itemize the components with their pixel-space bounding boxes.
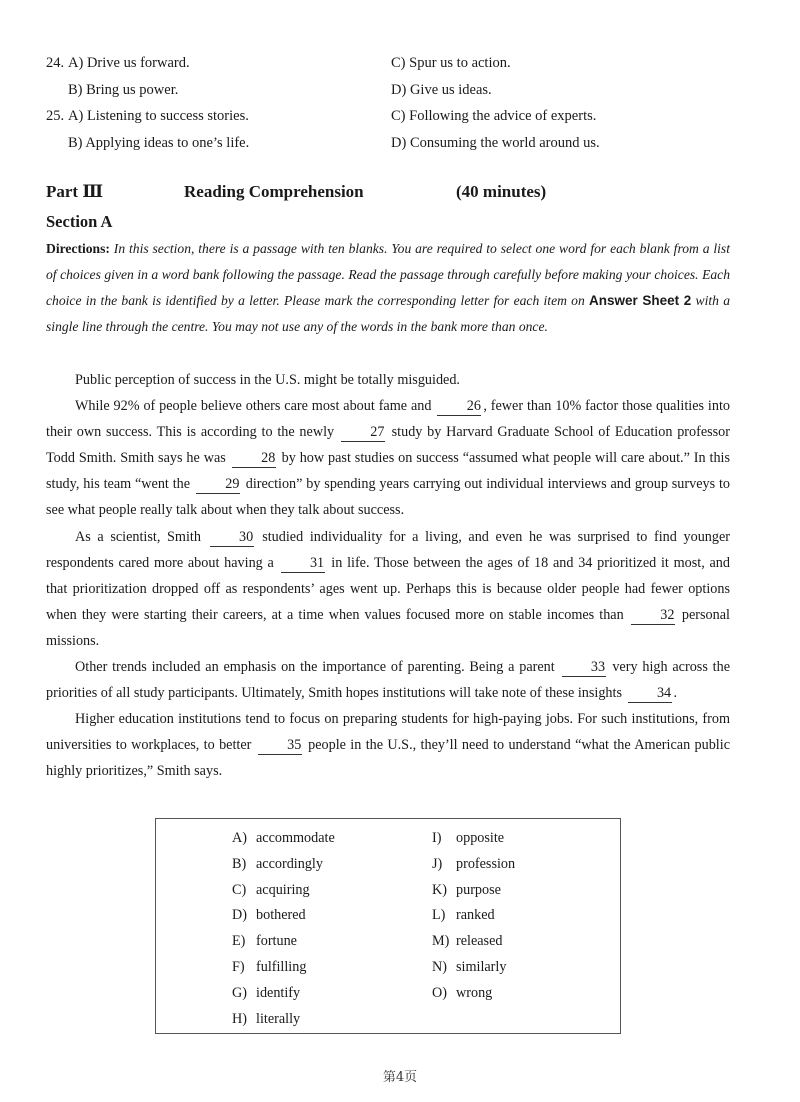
blank-28: 28	[232, 450, 276, 468]
word-bank-item: D) bothered	[232, 907, 306, 924]
word-bank-item: J) profession	[432, 855, 516, 872]
word-bank-item: O) wrong	[432, 984, 493, 1001]
passage-paragraph-5: Higher education institutions tend to focus on preparing students for high-paying jobs. For such institutions, from universities to workplaces, to better 35 people in the U.S., they’ll need to understand “what the American public highly prioritizes,” Smith says.	[46, 711, 730, 780]
word-bank-item: G) identify	[232, 984, 301, 1001]
word-bank-column-left	[232, 826, 335, 1032]
part-heading	[46, 179, 746, 205]
option-25-b: B) Applying ideas to one’s life.	[68, 134, 250, 151]
blank-27: 27	[341, 424, 385, 442]
question-25-row-2	[46, 130, 746, 157]
option-24-d: D) Give us ideas.	[391, 81, 492, 98]
word-bank-item: N) similarly	[432, 958, 507, 975]
question-24-row-2	[46, 77, 746, 104]
word-bank-item: C) acquiring	[232, 881, 310, 898]
page-number: 第4页	[382, 1070, 418, 1085]
answer-sheet-ref: Answer Sheet 2	[589, 293, 692, 308]
word-bank-item: H) literally	[232, 1010, 301, 1027]
option-24-b: B) Bring us power.	[68, 81, 179, 98]
directions-text-2: with a single line through the centre. You may not use any of the words in the bank more than once.	[46, 293, 731, 334]
passage-paragraph-2: While 92% of people believe others care most about fame and 26 , fewer than 10% factor those qualities into their own success. This is according to the newly 27 study by Harvard Graduate School of Education professor Todd Smith. Smith says he was 28 by how past studies on success “assumed what people will care about.” In this study, his team “went the 29 direction” by spending years carrying out individual interviews and group surveys to see what people really talk about when they talk about success.	[46, 398, 731, 519]
directions	[46, 236, 730, 340]
word-bank-item: L) ranked	[432, 907, 495, 924]
question-number: 24.	[46, 55, 65, 71]
option-25-c: C) Following the advice of experts.	[391, 108, 597, 124]
word-bank-item: B) accordingly	[232, 855, 323, 872]
word-bank	[155, 818, 621, 1034]
passage-paragraph-4: Other trends included an emphasis on the importance of parenting. Being a parent 33 very high across the priorities of all study participants. Ultimately, Smith hopes institutions will take note of these insights 34 .	[46, 659, 730, 702]
part-title: Reading Comprehension	[184, 182, 364, 201]
question-number: 25.	[46, 108, 65, 124]
option-25-a: A) Listening to success stories.	[68, 108, 249, 124]
blank-29: 29	[196, 476, 240, 494]
directions-text-1: In this section, there is a passage with ten blanks. You are required to select one word for each blank from a list of choices given in a word bank following the passage. Read the passage through carefully before making your choices. Each choice in the bank is identified by a letter. Please mark the corresponding letter for each item on	[46, 241, 730, 308]
question-options-block	[46, 50, 746, 156]
blank-26: 26	[437, 398, 481, 416]
word-bank-item: M) released	[432, 933, 503, 950]
word-bank-item: I) opposite	[432, 830, 505, 846]
blank-30: 30	[210, 529, 254, 547]
blank-33: 33	[562, 659, 606, 677]
blank-34: 34	[628, 685, 672, 703]
option-25-d: D) Consuming the world around us.	[391, 134, 600, 151]
passage	[46, 367, 730, 785]
option-24-c: C) Spur us to action.	[391, 55, 511, 71]
part-time-limit: (40 minutes)	[456, 182, 547, 201]
section-title: Section A	[46, 212, 113, 231]
blank-32: 32	[631, 607, 675, 625]
blank-31: 31	[281, 555, 325, 573]
word-bank-item: E) fortune	[232, 933, 297, 950]
question-24-row-1	[46, 50, 746, 77]
directions-label: Directions:	[46, 241, 110, 256]
word-bank-item: A) accommodate	[232, 830, 335, 846]
passage-paragraph-3: As a scientist, Smith 30 studied individuality for a living, and even he was surprised to find younger respondents cared more about having a 31 in life. Those between the ages of 18 and 34 prioritized it most, and that prioritization dropped off as respondents’ ages went up. Perhaps this is because older people had fewer options when they were starting their careers, at a time when values focused more on stable incomes than 32 personal missions.	[46, 528, 730, 649]
question-25-row-1	[46, 103, 746, 130]
option-24-a: A) Drive us forward.	[68, 55, 190, 71]
blank-35: 35	[258, 737, 302, 755]
word-bank-item: F) fulfilling	[232, 958, 307, 975]
part-label: Part Ⅲ	[46, 182, 104, 201]
word-bank-item: K) purpose	[432, 881, 501, 898]
word-bank-column-right	[432, 826, 515, 1007]
passage-paragraph-1: Public perception of success in the U.S. might be totally misguided.	[75, 372, 460, 388]
